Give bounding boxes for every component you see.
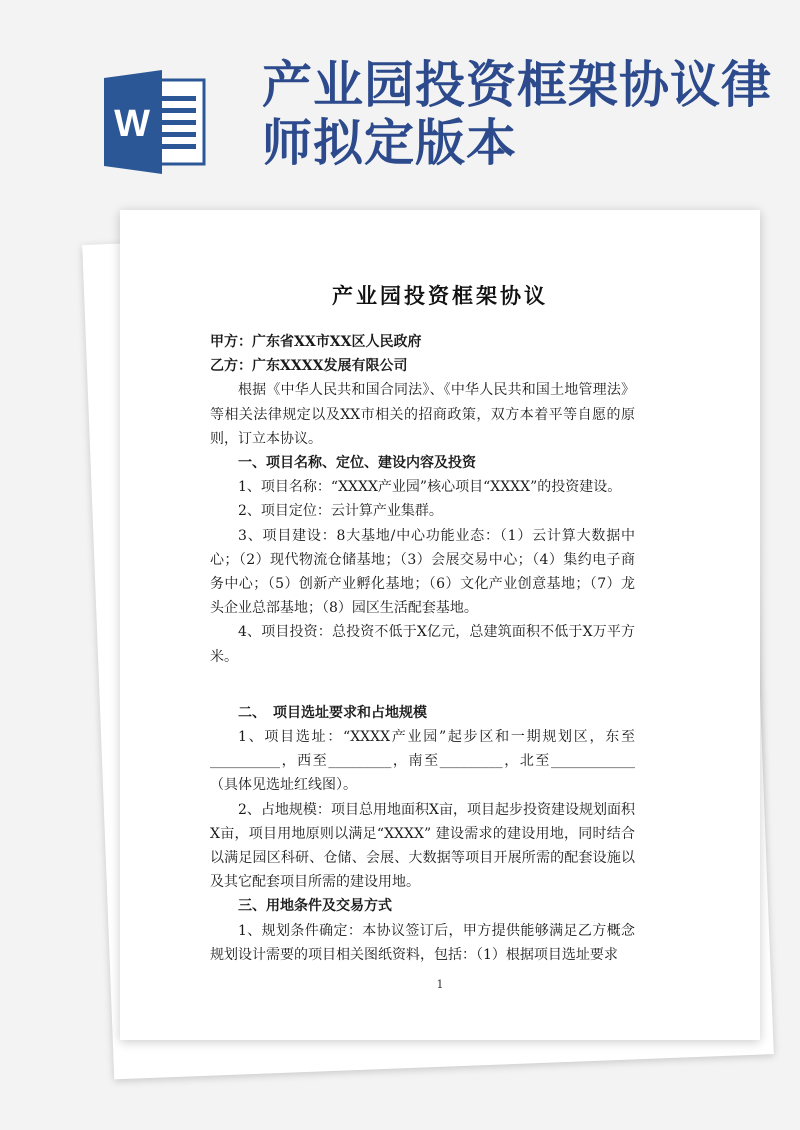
- document-title: 产业园投资框架协议: [332, 283, 548, 308]
- svg-text:W: W: [114, 103, 150, 145]
- page-number: 1: [436, 978, 444, 991]
- word-document-icon: [100, 66, 212, 178]
- section-1-item-2: 2、项目定位：云计算产业集群。: [238, 503, 443, 520]
- section-3-item-1: 1、规划条件确定：本协议签订后，甲方提供能够满足乙方概念规划设计需要的项目相关图纸资料，包括：（1）根据项目选址要求: [210, 922, 635, 963]
- section-1-item-1: 1、项目名称：“XXXX产业园”核心项目“XXXX”的投资建设。: [238, 479, 622, 496]
- section-1-item-4: 4、项目投资：总投资不低于X亿元，总建筑面积不低于X万平方米。: [210, 624, 635, 665]
- intro-paragraph: 根据《中华人民共和国合同法》、《中华人民共和国土地管理法》等相关法律规定以及XX市相关的招商政策，双方本着平等自愿的原则，订立本协议。: [210, 382, 635, 447]
- page-title: [262, 56, 782, 172]
- party-a: 甲方：广东省XX市XX区人民政府: [210, 334, 422, 350]
- party-b: 乙方：广东XXXX发展有限公司: [210, 358, 408, 375]
- page-title-line-1: 产业园投资框架协议律: [262, 56, 772, 114]
- section-1-item-3: 3、项目建设：8大基地/中心功能业态：（1）云计算大数据中心；（2）现代物流仓储基地；（3）会展交易中心；（4）集约电子商务中心；（5）创新产业孵化基地；（6）文化产业创意基地；（7）龙头企业总部基地；（8）园区生活配套基地。: [210, 527, 635, 617]
- section-3-heading: 三、用地条件及交易方式: [238, 898, 392, 915]
- section-2-heading: 二、 项目选址要求和占地规模: [238, 704, 427, 721]
- document-page[interactable]: [120, 210, 760, 1040]
- document-body: [210, 330, 635, 967]
- section-1-heading: 一、项目名称、定位、建设内容及投资: [238, 455, 476, 472]
- section-2-item-1: 1、项目选址：“XXXX产业园”起步区和一期规划区，东至__________，西至_________，南至_________，北至____________（具体见选址红线图）。: [210, 729, 635, 794]
- page-title-line-2: 师拟定版本: [262, 114, 517, 172]
- section-2-item-2: 2、占地规模：项目总用地面积X亩，项目起步投资建设规划面积X亩，项目用地原则以满足“XXXX” 建设需求的建设用地，同时结合以满足园区科研、仓储、会展、大数据等项目开展所需的配套设施以及其它配套项目所需的建设用地。: [210, 801, 635, 891]
